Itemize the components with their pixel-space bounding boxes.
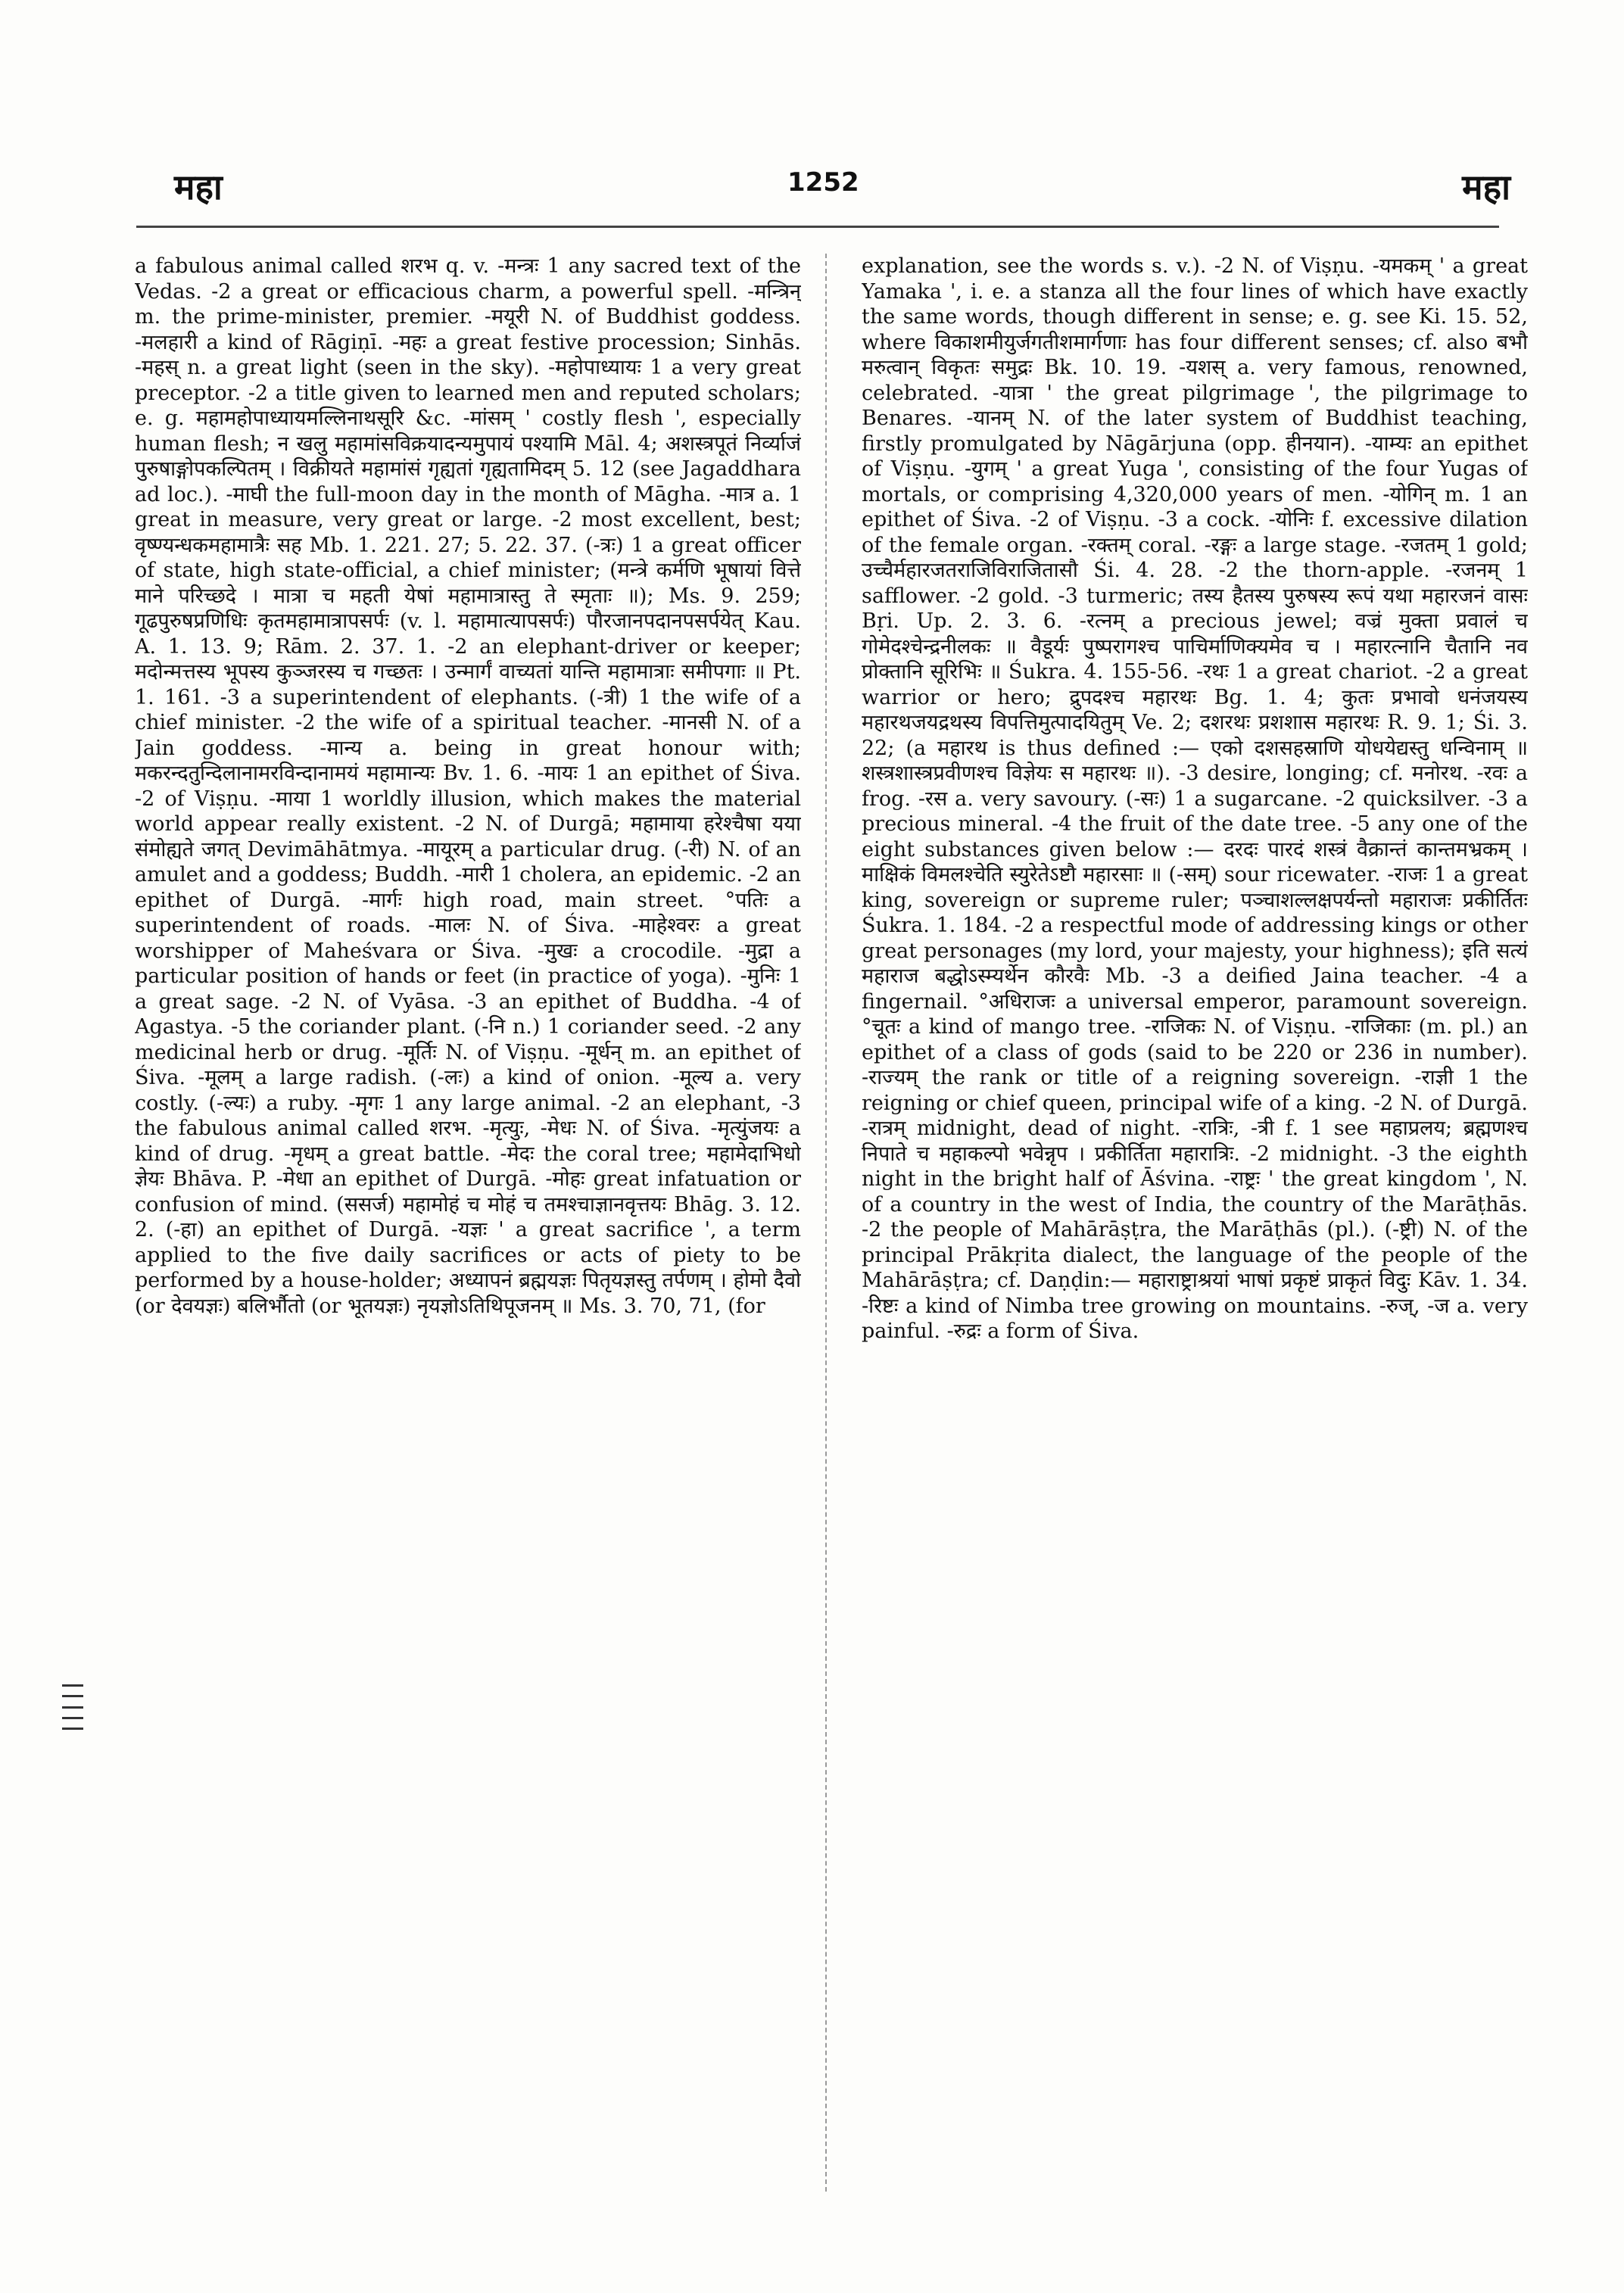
right-column [862,254,1528,2192]
right-column-text: explanation, see the words s. v.). -2 N. of Viṣṇu. -यमकम् ' a great Yamaka ', i. e. a stanza all the four lines of which have exactly the same words, though different in sense; e. g. see Ki. 15. 52, where विकाशमीयुर्जगतीशमार्गणाः has four different senses; cf. also बभौ मरुत्वान् विकृतः समुद्रः Bk. 10. 19. -यशस् a. very famous, renowned, celebrated. -यात्रा ' the great pilgrimage ', the pilgrimage to Benares. -यानम् N. of the later system of Buddhist teaching, firstly promulgated by Nāgārjuna (opp. हीनयान). -याम्यः an epithet of Viṣṇu. -युगम् ' a great Yuga ', consisting of the four Yugas of mortals, or comprising 4,320,000 years of men. -योगिन् m. 1 an epithet of Śiva. -2 of Viṣṇu. -3 a cock. -योनिः f. excessive dilation of the female organ. -रक्तम् coral. -रङ्गः a large stage. -रजतम् 1 gold; उच्चैर्महारजतराजिविराजितासौ Śi. 4. 28. -2 the thorn-apple. -रजनम् 1 safflower. -2 gold. -3 turmeric; तस्य हैतस्य पुरुषस्य रूपं यथा महारजनं वासः Bṛi. Up. 2. 3. 6. -रत्नम् a precious jewel; वज्रं मुक्ता प्रवालं च गोमेदश्चेन्द्रनीलकः ॥ वैडूर्यः पुष्परागश्च पाचिर्माणिक्यमेव च । महारत्नानि चैतानि नव प्रोक्तानि सूरिभिः ॥ Śukra. 4. 155-56. -रथः 1 a great chariot. -2 a great warrior or hero; द्रुपदश्च महारथः Bg. 1. 4; कुतः प्रभावो धनंजयस्य महारथजयद्रथस्य विपत्तिमुत्पादयितुम् Ve. 2; दशरथः प्रशशास महारथः R. 9. 1; Śi. 3. 22; (a महारथ is thus defined :— एको दशसहस्राणि योधयेद्यस्तु धन्विनाम् ॥ शस्त्रशास्त्रप्रवीणश्च विज्ञेयः स महारथः ॥). -3 desire, longing; cf. मनोरथ. -रवः a frog. -रस a. very savoury. (-सः) 1 a sugarcane. -2 quicksilver. -3 a precious mineral. -4 the fruit of the date tree. -5 any one of the eight substances given below :— दरदः पारदं शस्त्रं वैक्रान्तं कान्तमभ्रकम् । माक्षिकं विमलश्चेति स्युरेतेऽष्टौ महारसाः ॥ (-सम्) sour ricewater. -राजः 1 a great king, sovereign or supreme ruler; पञ्चाशल्लक्षपर्यन्तो महाराजः प्रकीर्तितः Śukra. 1. 184. -2 a respectful mode of addressing kings or other great personages (my lord, your majesty, your highness); इति सत्यं महाराज बद्धोऽस्म्यर्थेन कौरवैः Mb. -3 a deified Jaina teacher. -4 a fingernail. °अधिराजः a universal emperor, paramount sovereign. °चूतः a kind of mango tree. -राजिकः N. of Viṣṇu. -राजिकाः (m. pl.) an epithet of a class of gods (said to be 220 or 236 in number). -राज्यम् the rank or title of a reigning sovereign. -राज्ञी 1 the reigning or chief queen, principal wife of a king. -2 N. of Durgā. -रात्रम् midnight, dead of night. -रात्रिः, -त्री f. 1 see महाप्रलय; ब्रह्मणश्च निपाते च महाकल्पो भवेन्नृप । प्रकीर्तिता महारात्रिः. -2 midnight. -3 the eighth night in the bright half of Āśvina. -राष्ट्रः ' the great kingdom ', N. of a country in the west of India, the country of the Marāṭhās. -2 the people of Mahārāṣṭra, the Marāṭhās (pl.). (-ष्ट्री) N. of the principal Prākṛita dialect, the language of the people of the Mahārāṣṭra; cf. Daṇḍin:— महाराष्ट्राश्रयां भाषां प्रकृष्टं प्राकृतं विदुः Kāv. 1. 34. -रिष्टः a kind of Nimba tree growing on mountains. -रुज्, -ज a. very painful. -रुद्रः a form of Śiva. [862,254,1528,1343]
page-header [0,163,1624,223]
page-number: 1252 [787,167,859,198]
left-column-text: a fabulous animal called शरभ q. v. -मन्त्रः 1 any sacred text of the Vedas. -2 a great or efficacious charm, a powerful spell. -मन्त्रिन् m. the prime-minister, premier. -मयूरी N. of Buddhist goddess. -मलहारी a kind of Rāgiṇī. -महः a great festive procession; Sinhās. -महस् n. a great light (seen in the sky). -महोपाध्यायः 1 a very great preceptor. -2 a title given to learned men and reputed scholars; e. g. महामहोपाध्यायमल्लिनाथसूरि &c. -मांसम् ' costly flesh ', especially human flesh; न खलु महामांसविक्रयादन्यमुपायं पश्यामि Māl. 4; अशस्त्रपूतं निर्व्याजं पुरुषाङ्गोपकल्पितम् । विक्रीयते महामांसं गृह्यतां गृह्यतामिदम् 5. 12 (see Jagaddhara ad loc.). -माघी the full-moon day in the month of Māgha. -मात्र a. 1 great in measure, very great or large. -2 most excellent, best; वृष्ण्यन्धकमहामात्रैः सह Mb. 1. 221. 27; 5. 22. 37. (-त्रः) 1 a great officer of state, high state-official, a chief minister; (मन्त्रे कर्मणि भूषायां वित्ते माने परिच्छदे । मात्रा च महती येषां महामात्रास्तु ते स्मृताः ॥); Ms. 9. 259; गूढपुरुषप्रणिधिः कृतमहामात्रापसर्पः (v. l. महामात्यापसर्पः) पौरजानपदानपसर्पयेत् Kau. A. 1. 13. 9; Rām. 2. 37. 1. -2 an elephant-driver or keeper; मदोन्मत्तस्य भूपस्य कुञ्जरस्य च गच्छतः । उन्मार्गं वाच्यतां यान्ति महामात्राः समीपगाः ॥ Pt. 1. 161. -3 a superintendent of elephants. (-त्री) 1 the wife of a chief minister. -2 the wife of a spiritual teacher. -मानसी N. of a Jain goddess. -मान्य a. being in great honour with; मकरन्दतुन्दिलानामरविन्दानामयं महामान्यः Bv. 1. 6. -मायः 1 an epithet of Śiva. -2 of Viṣṇu. -माया 1 worldly illusion, which makes the material world appear really existent. -2 N. of Durgā; महामाया हरेश्चैषा यया संमोह्यते जगत् Devimāhātmya. -मायूरम् a particular drug. (-री) N. of an amulet and a goddess; Buddh. -मारी 1 cholera, an epidemic. -2 an epithet of Durgā. -मार्गः high road, main street. °पतिः a superintendent of roads. -मालः N. of Śiva. -माहेश्वरः a great worshipper of Maheśvara or Śiva. -मुखः a crocodile. -मुद्रा a particular position of hands or feet (in practice of yoga). -मुनिः 1 a great sage. -2 N. of Vyāsa. -3 an epithet of Buddha. -4 of Agastya. -5 the coriander plant. (-नि n.) 1 coriander seed. -2 any medicinal herb or drug. -मूर्तिः N. of Viṣṇu. -मूर्धन् m. an epithet of Śiva. -मूलम् a large radish. (-लः) a kind of onion. -मूल्य a. very costly. (-ल्यः) a ruby. -मृगः 1 any large animal. -2 an elephant, -3 the fabulous animal called शरभ. -मृत्युः, -मेधः N. of Śiva. -मृत्युंजयः a kind of drug. -मृधम् a great battle. -मेदः the coral tree; महामेदाभिधो ज्ञेयः Bhāva. P. -मेधा an epithet of Durgā. -मोहः great infatuation or confusion of mind. (ससर्ज) महामोहं च मोहं च तमश्चाज्ञानवृत्तयः Bhāg. 3. 12. 2. (-हा) an epithet of Durgā. -यज्ञः ' a great sacrifice ', a term applied to the five daily sacrifices or acts of piety to be performed by a house-holder; अध्यापनं ब्रह्मयज्ञः पितृयज्ञस्तु तर्पणम् । होमो दैवो (or देवयज्ञः) बलिर्भौतो (or भूतयज्ञः) नृयज्ञोऽतिथिपूजनम् ॥ Ms. 3. 70, 71, (for [135,254,801,1318]
margin-tick-marks [62,1684,83,1730]
left-column [135,254,801,2192]
guide-word-right: महा [1462,167,1510,207]
guide-word-left: महा [174,167,223,207]
header-rule [136,226,1499,228]
column-divider [825,254,827,2192]
